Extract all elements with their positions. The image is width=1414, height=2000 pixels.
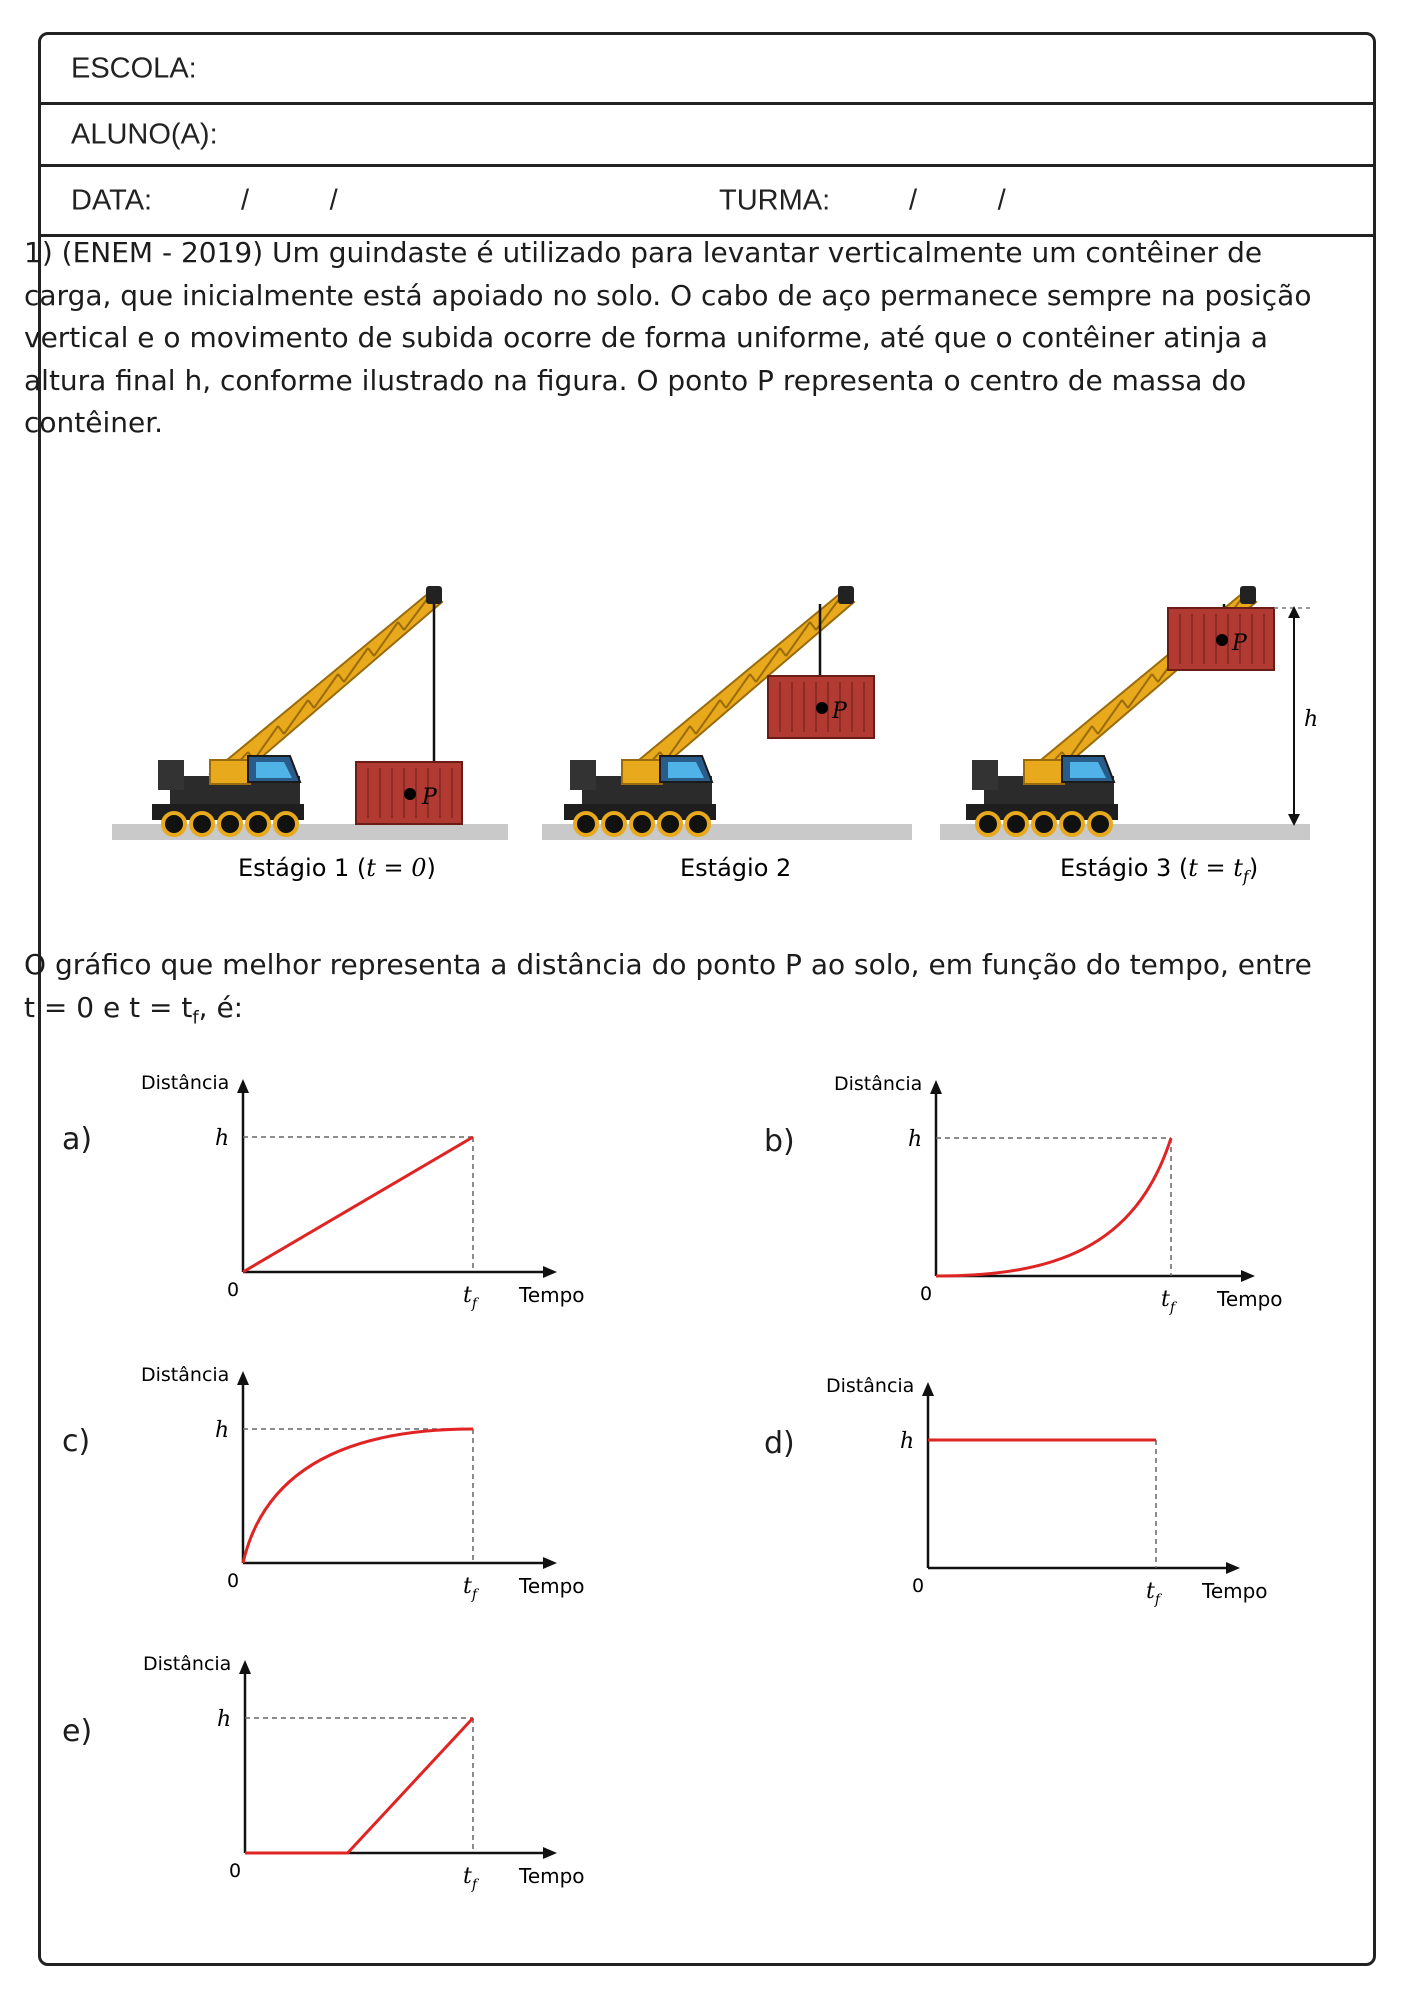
graph-e-h-label: h (217, 1707, 232, 1732)
graph-b-tf-label: $t_f$ (1161, 1287, 1176, 1316)
graph-d-h-label: h (900, 1429, 915, 1454)
graph-a-h-label: h (215, 1126, 230, 1151)
graph-b-x-label: Tempo (1217, 1287, 1283, 1311)
graph-c-x-label: Tempo (519, 1574, 585, 1598)
graph-d-zero-label: 0 (912, 1575, 925, 1597)
graph-a-curve (243, 1137, 473, 1272)
graph-e-curve (245, 1718, 473, 1853)
class-slashes: / / (909, 184, 1006, 216)
graph-c-y-label: Distância (141, 1364, 230, 1386)
graph-c-tf-label: $t_f$ (463, 1574, 478, 1603)
graph-c-x-arrow (543, 1557, 557, 1569)
stage2-caption: Estágio 2 (680, 854, 792, 882)
graph-c-curve (243, 1429, 473, 1563)
question-prompt: O gráfico que melhor representa a distância do ponto P ao solo, em função do tempo, entre t = 0 e $t = t_f$, é: (24, 948, 1312, 1029)
graph-c-h-label: h (215, 1418, 230, 1443)
graph-e-zero-label: 0 (229, 1860, 242, 1882)
option-a-letter: a) (62, 1122, 93, 1157)
graph-e-x-label: Tempo (519, 1864, 585, 1888)
graph-d-x-arrow (1226, 1562, 1240, 1574)
school-label: ESCOLA: (71, 52, 197, 84)
graph-b-curve (936, 1138, 1171, 1276)
graph-b-x-arrow (1241, 1270, 1255, 1282)
question-text: 1) (ENEM - 2019) Um guindaste é utilizado para levantar verticalmente um contêiner de carga, que inicialmente está apoiado no solo. O cabo de aço permanece sempre na posição vertical e o movimento de subida ocorre de forma uniforme, até que o contêiner atinja a altura final h, conforme ilustrado na figura. O ponto P representa o centro de massa do contêiner. (24, 236, 1312, 439)
graph-c-y-arrow (237, 1371, 249, 1385)
graph-a-y-label: Distância (141, 1072, 230, 1094)
point-label-stage1: P (422, 785, 437, 810)
height-label: h (1304, 707, 1319, 732)
graph-e-y-label: Distância (143, 1653, 232, 1675)
graph-b-h-label: h (908, 1127, 923, 1152)
graph-b-y-arrow (930, 1080, 942, 1094)
graph-a-zero-label: 0 (227, 1279, 240, 1301)
class-label: TURMA: (719, 184, 831, 216)
point-label-stage3: P (1232, 631, 1247, 656)
graph-a-x-arrow (543, 1266, 557, 1278)
graph-b-y-label: Distância (834, 1073, 923, 1095)
graph-a-tf-label: $t_f$ (463, 1283, 478, 1312)
option-b-letter: b) (764, 1124, 795, 1159)
option-d-letter: d) (764, 1426, 795, 1461)
graph-d-tf-label: $t_f$ (1146, 1579, 1161, 1608)
graph-e-tf-label: $t_f$ (463, 1864, 478, 1893)
option-c-letter: c) (62, 1424, 91, 1459)
graph-d-x-label: Tempo (1202, 1579, 1268, 1603)
student-label: ALUNO(A): (71, 118, 218, 150)
stage3-caption: Estágio 3 $(t = t_f)$ (1060, 854, 1259, 886)
date-slashes: / / (241, 184, 338, 216)
graph-e-x-arrow (543, 1847, 557, 1859)
graph-d-y-arrow (922, 1382, 934, 1396)
graph-b-zero-label: 0 (920, 1283, 933, 1305)
graph-d-y-label: Distância (826, 1375, 915, 1397)
option-e-letter: e) (62, 1714, 93, 1749)
graph-e-y-arrow (239, 1660, 251, 1674)
date-label: DATA: (71, 184, 153, 216)
graph-c-zero-label: 0 (227, 1570, 240, 1592)
stage1-caption: Estágio 1 (t = 0) (238, 854, 436, 882)
graph-a-y-arrow (237, 1079, 249, 1093)
graph-a-x-label: Tempo (519, 1283, 585, 1307)
point-label-stage2: P (832, 699, 847, 724)
